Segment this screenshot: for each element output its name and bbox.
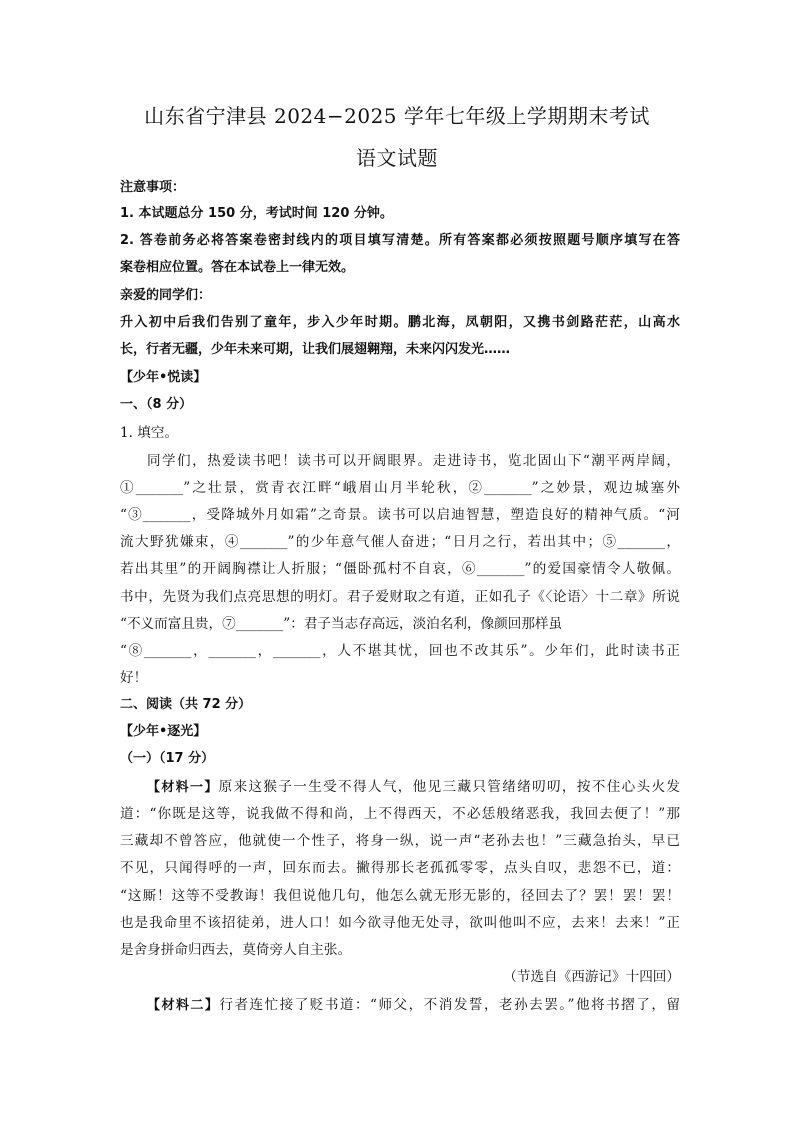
material-2-text: 行者连忙接了贬书道：“师父，不消发誓，老孙去罢。”他将书摺了，留 <box>219 997 680 1013</box>
section-heading-read: 【少年•悦读】 <box>120 370 207 385</box>
fill-blank-line-5: 若出其里”的开阔胸襟让人折服；“僵卧孤村不自哀，⑥_______”的爱国豪情令人敬佩。 <box>120 561 680 577</box>
material-2-label: 【材料二】 <box>147 998 220 1013</box>
fill-blank-line-4: 流大野犹嫌束，④_______”的少年意气催人奋进；“日月之行，若出其中；⑤_______， <box>120 534 680 550</box>
material-1-text: 原来这猴子一生受不得人气，他见三藏只管绪绪叨叨，按不住心头火发 <box>218 779 680 795</box>
material-1-line-5: “这厮！这等不受教诲！我但说他几句，他怎么就无形无影的，径回去了？罢！罢！罢！ <box>120 888 680 904</box>
fill-blank-line-8: “⑧_______，_______，_______，人不堪其忧，回也不改其乐”。少年们，此时读书正 <box>120 643 680 659</box>
material-1-source: （节选自《西游记》十四回） <box>503 969 680 985</box>
greeting-line-1: 升入初中后我们告别了童年，步入少年时期。鹏北海，凤朝阳，又携书剑路茫茫，山高水 <box>120 315 680 330</box>
greeting-salutation: 亲爱的同学们： <box>120 288 212 303</box>
notice-item-1: 1. 本试题总分 150 分，考试时间 120 分钟。 <box>120 206 393 221</box>
notice-item-2-line-1: 2. 答卷前务必将答案卷密封线内的项目填写清楚。所有答案都必须按照题号顺序填写在答 <box>120 233 680 248</box>
fill-blank-line-6: 书中，先贤为我们点亮思想的明灯。君子爱财取之有道，正如孔子《〈论语〉十二章》所说 <box>120 589 680 605</box>
notice-item-2-line-2: 案卷相应位置。答在本试卷上一律无效。 <box>120 260 355 275</box>
material-2-line-1 <box>147 995 680 1016</box>
fill-blank-line-1: 同学们，热爱读书吧！读书可以开阔眼界。走进诗书，览北固山下“潮平两岸阔， <box>147 453 680 469</box>
fill-blank-line-7: “不义而富且贵，⑦_______”：君子当志存高远，淡泊名利，像颜回那样虽 <box>120 616 563 632</box>
notice-heading: 注意事项： <box>120 180 186 195</box>
material-1-line-4: 不见，只闻得呼的一声，回东而去。撇得那长老孤孤零零，点头自叹，悲怨不已，道： <box>120 860 680 876</box>
greeting-line-2: 长，行者无疆，少年未来可期，让我们展翅翱翔，未来闪闪发光…… <box>120 342 511 357</box>
part-2-heading: 二、阅读（共 72 分） <box>120 697 252 712</box>
fill-blank-line-3: “③_______，受降城外月如霜”之奇景。读书可以启迪智慧，塑造良好的精神气质。“河 <box>120 507 680 523</box>
exam-title: 山东省宁津县 2024−2025 学年七年级上学期期末考试 <box>144 104 650 128</box>
material-1-line-6: 也是我命里不该招徒弟，进人口！如今欲寻他无处寻，欲叫他叫不应，去来！去来！”正 <box>120 915 680 931</box>
material-1-line-1 <box>147 777 680 798</box>
subsection-1-heading: （一）（17 分） <box>120 751 215 766</box>
section-heading-chase-light: 【少年•逐光】 <box>120 724 207 739</box>
fill-blank-line-9: 好！ <box>120 670 148 686</box>
material-1-label: 【材料一】 <box>147 780 219 795</box>
part-1-heading: 一、（8 分） <box>120 397 193 412</box>
exam-subtitle: 语文试题 <box>356 146 438 170</box>
question-1-label: 1. 填空。 <box>120 425 179 441</box>
material-1-line-2: 道：“你既是这等，说我做不得和尚，上不得西天，不必恁般绪恶我，我回去便了！”那 <box>120 806 680 822</box>
material-1-line-3: 三藏却不曾答应，他就使一个性子，将身一纵，说一声“老孙去也！”三藏急抬头，早已 <box>120 833 680 849</box>
material-1-line-7: 是舍身拼命归西去，莫倚旁人自主张。 <box>120 942 352 958</box>
fill-blank-line-2: ①_______”之壮景，赏青衣江畔“峨眉山月半轮秋，②_______”之妙景，观边城塞外 <box>120 480 680 496</box>
